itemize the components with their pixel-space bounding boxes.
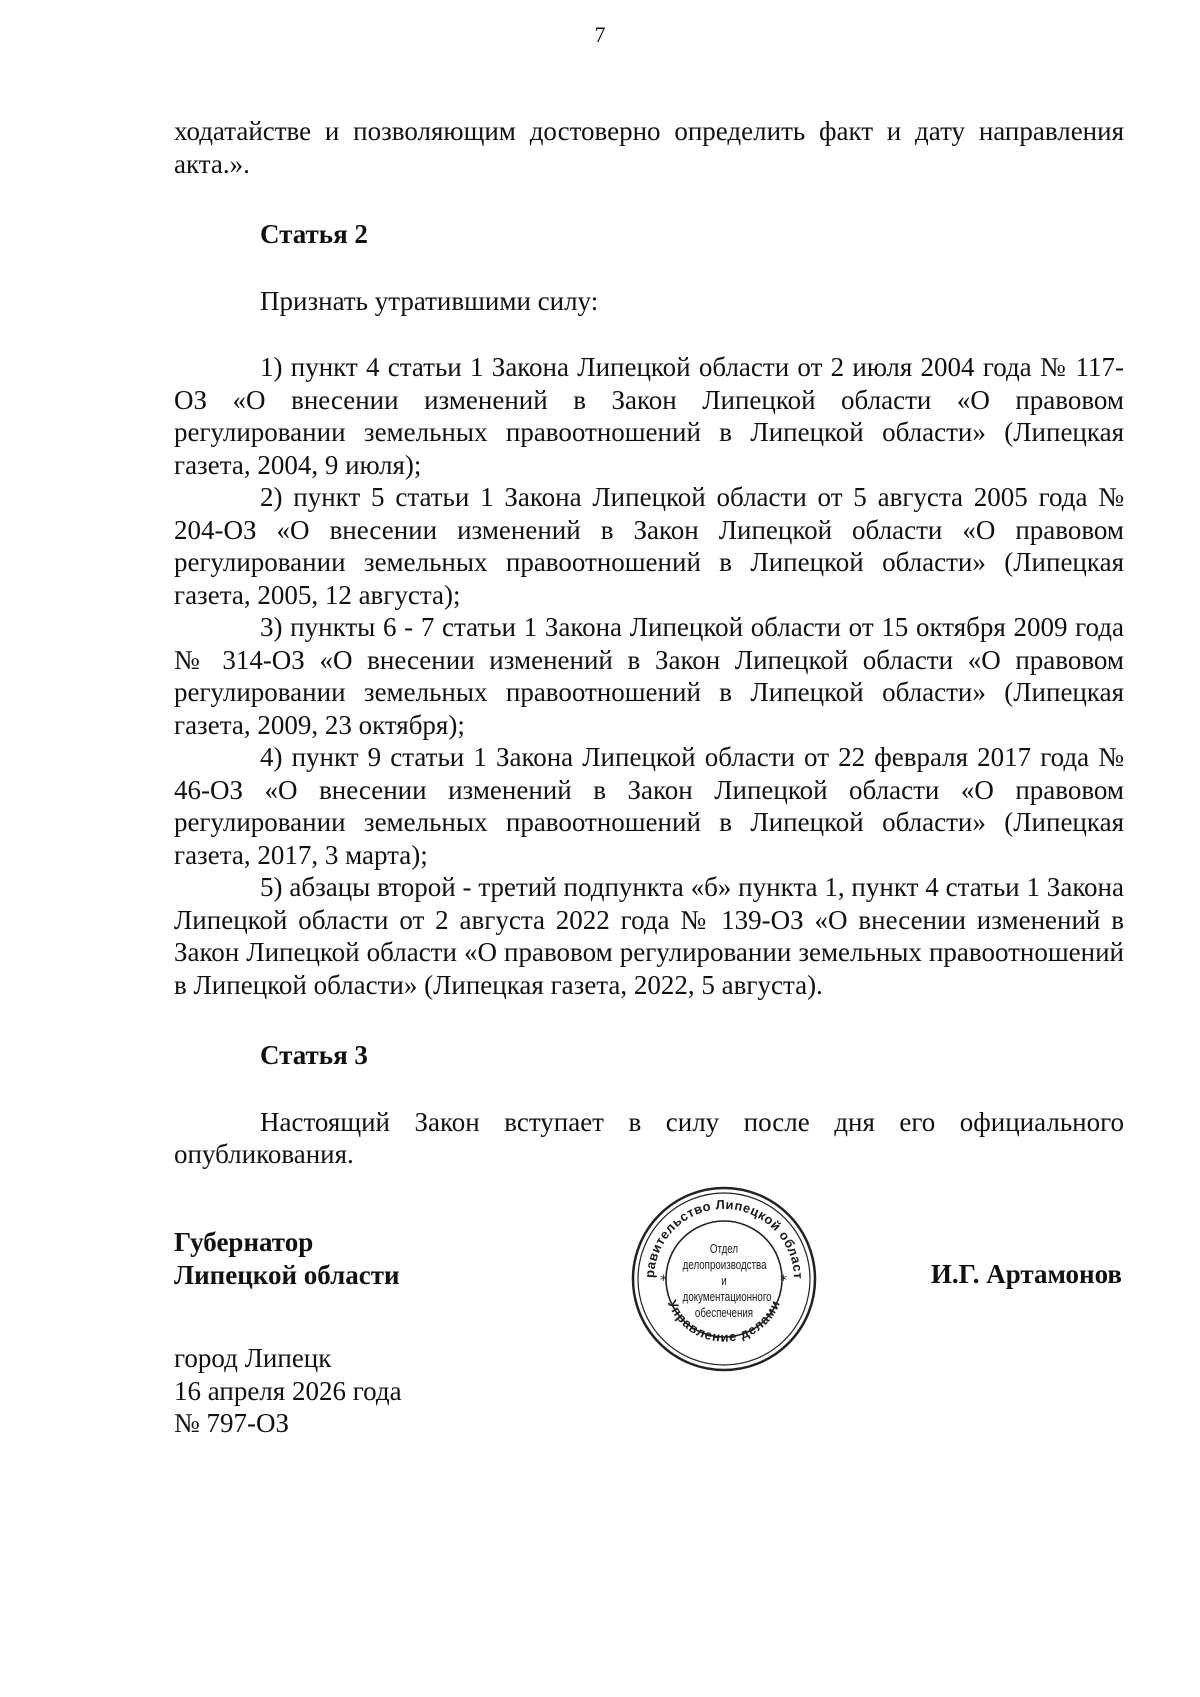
place-date-block — [174, 1342, 402, 1440]
official-stamp — [630, 1185, 818, 1373]
governor-title — [174, 1226, 400, 1291]
article-2-lead: Признать утратившими силу: — [260, 285, 599, 316]
svg-text:*: * — [660, 1273, 667, 1289]
document-body — [174, 115, 1124, 1171]
governor-name: И.Г. Артамонов — [930, 1259, 1122, 1289]
article-3-heading: Статья 3 — [260, 1040, 368, 1070]
stamp-inner-line-4: обеспечения — [694, 1306, 754, 1320]
svg-text:*: * — [780, 1273, 787, 1289]
article-2-item-2: 2) пункт 5 статьи 1 Закона Липецкой области от 5 августа 2005 года № 204-ОЗ «О внесении изменений в Закон Липецкой области «О правовом регулировании земельных правоотношений в Липецкой области» (Липецкая газета, 2005, 12 августа); — [174, 482, 1124, 610]
article-2-item-3: 3) пункты 6 - 7 статьи 1 Закона Липецкой области от 15 октября 2009 года № 314-ОЗ «О внесении изменений в Закон Липецкой области «О правовом регулировании земельных правоотношений в Липецкой области» (Липецкая газета, 2009, 23 октября); — [174, 612, 1124, 740]
date: 16 апреля 2026 года — [174, 1375, 402, 1406]
stamp-outer-bottom-text: Управление делами — [664, 1297, 784, 1345]
governor-title-line-2: Липецкой области — [174, 1259, 400, 1290]
city: город Липецк — [174, 1343, 332, 1373]
stamp-inner-line-2: делопроизводства и — [682, 1258, 767, 1288]
article-2-item-1: 1) пункт 4 статьи 1 Закона Липецкой области от 2 июля 2004 года № 117-ОЗ «О внесении изменений в Закон Липецкой области «О правовом регулировании земельных правоотношений в Липецкой области» (Липецкая газета, 2004, 9 июля); — [174, 352, 1124, 480]
law-number: № 797-ОЗ — [174, 1408, 290, 1438]
article-2-item-4: 4) пункт 9 статьи 1 Закона Липецкой области от 22 февраля 2017 года № 46-ОЗ «О внесении изменений в Закон Липецкой области «О правовом регулировании земельных правоотношений в Липецкой области» (Липецкая газета, 2017, 3 марта); — [174, 742, 1124, 870]
stamp-inner-line-1: Отдел — [709, 1242, 739, 1256]
governor-title-line-1: Губернатор — [174, 1227, 314, 1257]
article-3-text: Настоящий Закон вступает в силу после дня его официального опубликования. — [174, 1106, 1124, 1169]
stamp-inner-text — [682, 1241, 772, 1321]
stamp-outer-top-text: равительство Липецкой област — [641, 1196, 807, 1280]
stamp-inner-line-3: документационного — [682, 1290, 772, 1304]
page-number: 7 — [594, 22, 606, 47]
intro-paragraph: ходатайстве и позволяющим достоверно определить факт и дату направления акта.». — [174, 116, 1124, 179]
article-2-heading: Статья 2 — [260, 219, 368, 249]
article-2-item-5: 5) абзацы второй - третий подпункта «б» пункта 1, пункт 4 статьи 1 Закона Липецкой области от 2 августа 2022 года № 139-ОЗ «О внесении изменений в Закон Липецкой области «О правовом регулировании земельных правоотношений в Липецкой области» (Липецкая газета, 2022, 5 августа). — [174, 872, 1124, 1000]
